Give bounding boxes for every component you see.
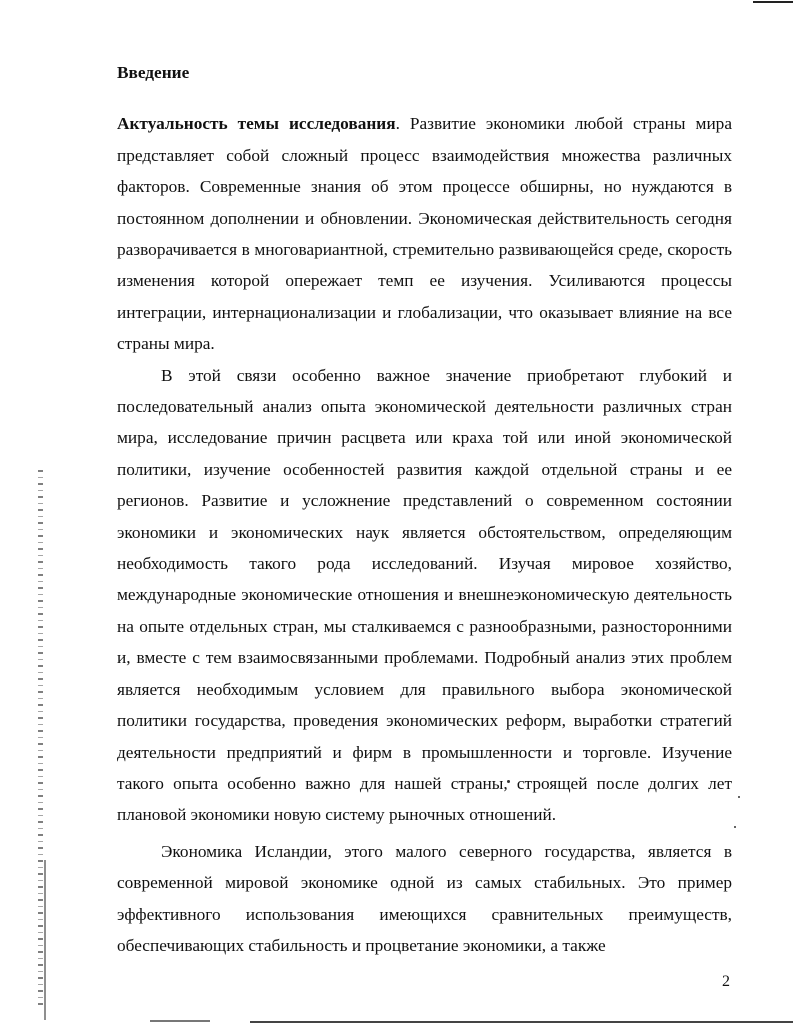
scan-speck xyxy=(738,796,740,798)
scan-artifact-bottom xyxy=(250,1021,793,1023)
paragraph-analysis: В этой связи особенно важное значение приобретают глубокий и последовательный анализ опыта экономической деятельности различных стран мира, исследование причин расцвета или краха той или иной экономической политики, изучение особенностей развития каждой отдельной страны и ее регионов. Развитие и усложнение представлений о современном состоянии экономики и экономических наук является обстоятельством, определяющим необходимость такого рода исследований. Изучая мировое хозяйство, международные экономические отношения и внешнеэкономическую деятельность на опыте отдельных стран, мы сталкиваемся с разнообразными, разносторонними и, вместе с тем взаимосвязанными проблемами. Подробный анализ этих проблем является необходимым условием для правильного выбора экономической политики государства, проведения экономических реформ, выработки стратегий деятельности предприятий и фирм в промышленности и торговле. Изучение такого опыта особенно важно для нашей страны, строящей после долгих лет плановой экономики новую систему рыночных отношений. xyxy=(117,365,732,825)
scan-speck xyxy=(734,826,736,828)
paragraph-iceland: Экономика Исландии, этого малого северного государства, является в современной мировой экономике одной из самых стабильных. Это пример эффективного использования имеющихся сравнительных преимуществ, обеспечивающих стабильность и процветание экономики, а также xyxy=(117,841,732,955)
paragraph-relevance xyxy=(117,108,732,359)
page-number: 2 xyxy=(722,973,730,990)
section-heading: Введение xyxy=(117,63,190,82)
scan-artifact-left-edge xyxy=(38,470,43,1010)
paragraph-text: . Развитие экономики любой страны мира представляет собой сложный процесс взаимодействия множества различных факторов. Современные знания об этом процессе обширны, но нуждаются в постоянном дополнении и обновлении. Экономическая действительность сегодня разворачивается в многовариантной, стремительно развивающейся среде, скорость изменения которой опережает темп ее изучения. Усиливаются процессы интеграции, интернационализации и глобализации, что оказывает влияние на все страны мира. xyxy=(117,114,732,354)
document-body xyxy=(117,61,732,961)
scan-artifact-bottom-short xyxy=(150,1020,210,1022)
scan-artifact-top xyxy=(753,1,793,3)
scan-artifact-left-line xyxy=(44,860,46,1020)
paragraph-lead: Актуальность темы исследования xyxy=(117,114,396,134)
